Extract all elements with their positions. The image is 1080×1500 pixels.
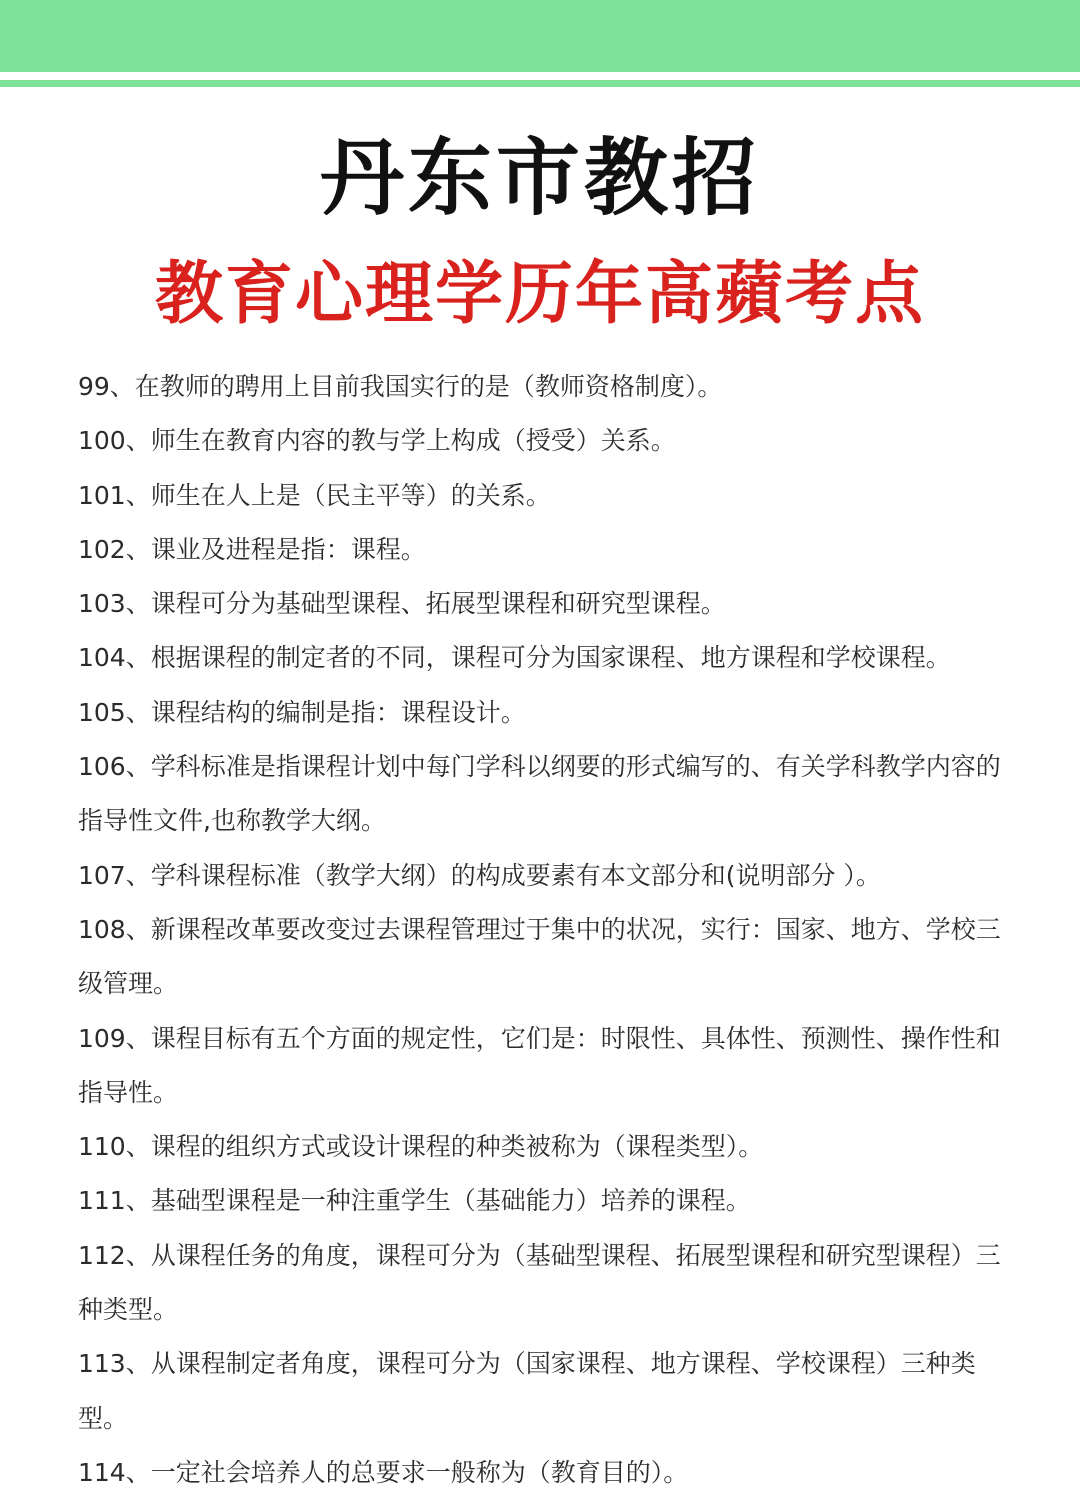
- list-item: 100、师生在教育内容的教与学上构成（授受）关系。: [78, 426, 676, 456]
- page-title: 丹东市教招: [319, 129, 760, 227]
- list-item: 113、从课程制定者角度，课程可分为（国家课程、地方课程、学校课程）三种类型。: [78, 1349, 976, 1433]
- list-item: 114、一定社会培养人的总要求一般称为（教育目的）。: [78, 1457, 689, 1487]
- question-list: [78, 360, 1023, 1500]
- list-item: 104、根据课程的制定者的不同，课程可分为国家课程、地方课程和学校课程。: [78, 643, 951, 673]
- list-item: 99、在教师的聘用上目前我国实行的是（教师资格制度）。: [78, 372, 723, 401]
- list-item: 103、课程可分为基础型课程、拓展型课程和研究型课程。: [78, 589, 726, 619]
- top-green-band: [0, 0, 1080, 72]
- list-item: 111、基础型课程是一种注重学生（基础能力）培养的课程。: [78, 1186, 751, 1216]
- page-subtitle: 教育心理学历年高蘋考点: [154, 254, 925, 334]
- list-item: 105、课程结构的编制是指：课程设计。: [78, 697, 526, 727]
- top-green-stripe: [0, 80, 1080, 87]
- list-item: 112、从课程任务的角度，课程可分为（基础型课程、拓展型课程和研究型课程）三种类型。: [78, 1240, 1001, 1325]
- list-item: 107、学科课程标准（教学大纲）的构成要素有本文部分和(说明部分 ）。: [78, 860, 881, 890]
- list-item: 102、课业及进程是指：课程。: [78, 534, 426, 564]
- list-item: 109、课程目标有五个方面的规定性，它们是：时限性、具体性、预测性、操作性和指导性。: [78, 1023, 1001, 1107]
- list-item: 101、师生在人上是（民主平等）的关系。: [78, 480, 551, 510]
- list-item: 110、课程的组织方式或设计课程的种类被称为（课程类型）。: [78, 1132, 764, 1162]
- list-item: 108、新课程改革要改变过去课程管理过于集中的状况，实行：国家、地方、学校三级管理。: [78, 914, 1001, 999]
- list-item: 106、学科标准是指课程计划中每门学科以纲要的形式编写的、有关学科教学内容的指导性文件,也称教学大纲。: [78, 752, 1001, 836]
